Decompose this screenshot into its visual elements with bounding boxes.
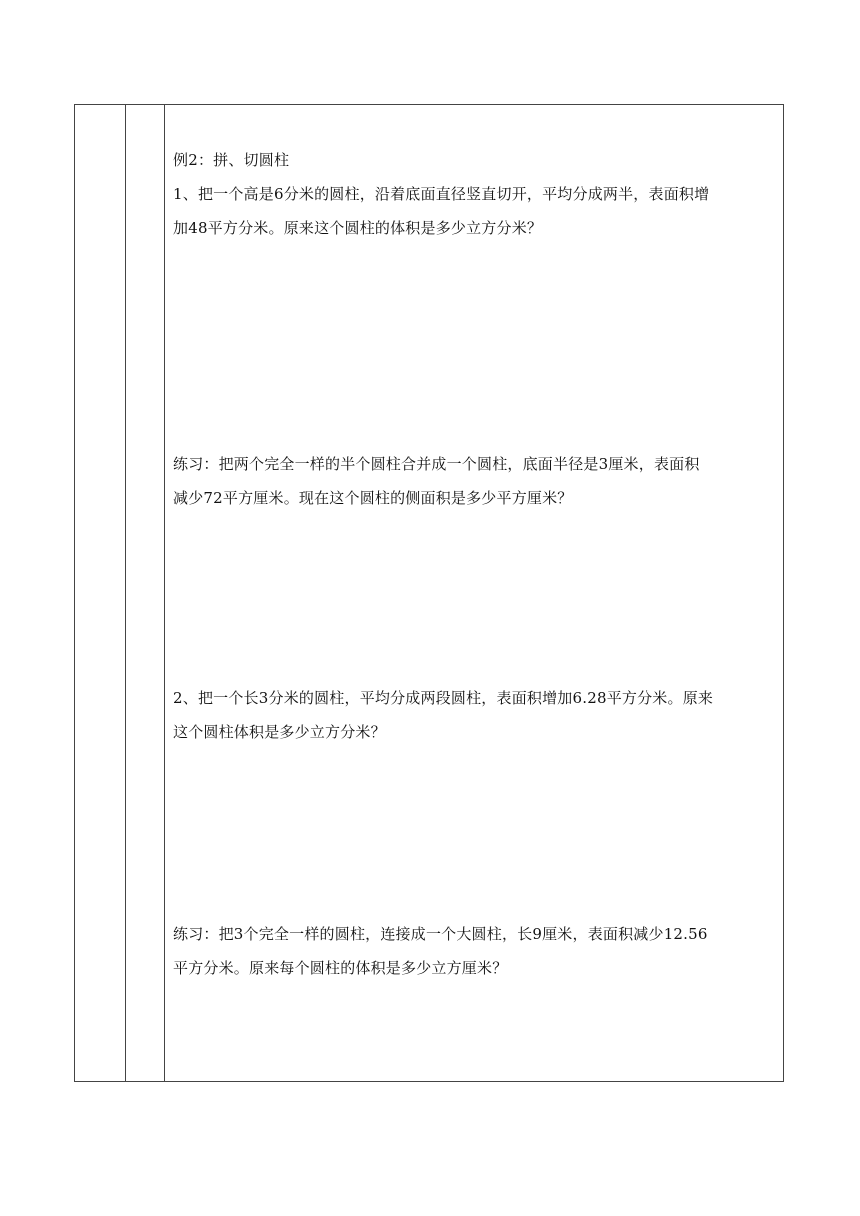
column-divider-1: [125, 105, 126, 1081]
practice-2-line-2: 平方分米。原来每个圆柱的体积是多少立方厘米？: [173, 959, 508, 977]
question-2: [173, 681, 783, 749]
question-2-line-1: 2、把一个长3分米的圆柱，平均分成两段圆柱，表面积增加6.28平方分米。原来: [173, 689, 714, 707]
worksheet-table: [74, 104, 784, 1082]
practice-2: [173, 917, 783, 985]
question-1-line-1: 1、把一个高是6分米的圆柱，沿着底面直径竖直切开，平均分成两半，表面积增: [173, 185, 710, 203]
practice-1: [173, 447, 783, 515]
practice-2-line-1: 练习：把3个完全一样的圆柱，连接成一个大圆柱，长9厘米，表面积减少12.56: [173, 925, 708, 943]
question-2-line-2: 这个圆柱体积是多少立方分米？: [173, 723, 386, 741]
practice-1-line-1: 练习：把两个完全一样的半个圆柱合并成一个圆柱，底面半径是3厘米，表面积: [173, 455, 700, 473]
question-1-line-2: 加48平方分米。原来这个圆柱的体积是多少立方分米？: [173, 219, 543, 237]
practice-1-line-2: 减少72平方厘米。现在这个圆柱的侧面积是多少平方厘米？: [173, 489, 573, 507]
example-title: 例2：拼、切圆柱: [173, 151, 290, 169]
example-title-block: [173, 143, 783, 177]
content-cell: [165, 105, 783, 1081]
question-1: [173, 177, 783, 245]
